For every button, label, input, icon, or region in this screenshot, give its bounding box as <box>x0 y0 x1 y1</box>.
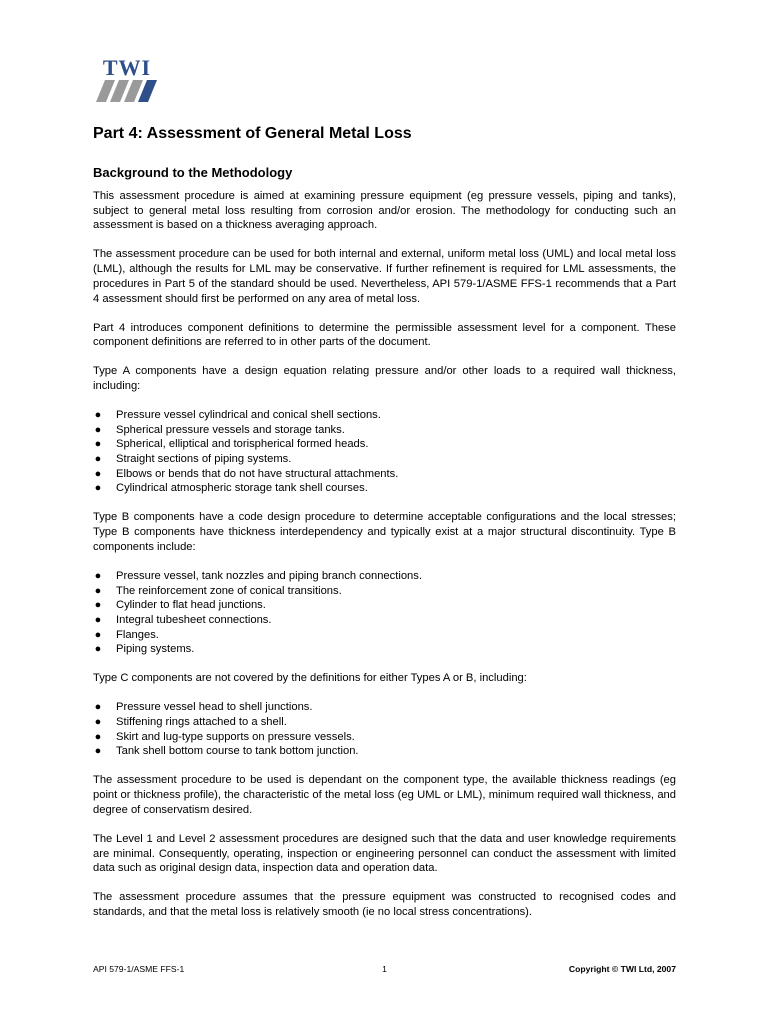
list-item: ● Spherical pressure vessels and storage tanks. <box>94 423 345 436</box>
list-item: ● Pressure vessel cylindrical and conical shell sections. <box>94 408 381 421</box>
logo-stripes-icon <box>96 80 158 104</box>
bullet-icon: ● <box>94 584 102 597</box>
page-title: Part 4: Assessment of General Metal Loss <box>93 125 412 142</box>
document-body <box>93 189 676 934</box>
paragraph-procedure-selection: The assessment procedure to be used is dependant on the component type, the available thickness readings (eg point or thickness profile), the characteristic of the metal loss (eg UML or LML), minimum required wall thickness, and degree of conservatism desired. <box>93 774 676 816</box>
twi-logo <box>96 57 158 105</box>
list-item: ● Tank shell bottom course to tank bottom junction. <box>94 745 359 758</box>
bullet-icon: ● <box>94 467 102 480</box>
bullet-icon: ● <box>94 730 102 743</box>
bullet-icon: ● <box>94 408 102 421</box>
page-footer <box>93 962 676 976</box>
list-item: ● Integral tubesheet connections. <box>94 613 272 626</box>
type-b-list <box>93 569 676 657</box>
list-item: ● Flanges. <box>94 628 159 641</box>
list-item: ● Piping systems. <box>94 643 195 656</box>
bullet-icon: ● <box>94 453 102 466</box>
type-c-list <box>93 700 676 759</box>
bullet-icon: ● <box>94 423 102 436</box>
list-item: ● Stiffening rings attached to a shell. <box>94 716 287 729</box>
paragraph-assumptions: The assessment procedure assumes that the pressure equipment was constructed to recognised codes and standards, and that the metal loss is relatively smooth (ie no local stress concentrations). <box>93 891 676 918</box>
footer-copyright: Copyright © TWI Ltd, 2007 <box>568 964 676 974</box>
bullet-icon: ● <box>94 599 102 612</box>
bullet-icon: ● <box>94 613 102 626</box>
footer-standard-reference: API 579-1/ASME FFS-1 <box>93 964 185 974</box>
paragraph-scope: The assessment procedure can be used for both internal and external, uniform metal loss (UML) and local metal loss (LML), although the results for LML may be conservative. If further refinement is required for LML assessments, the procedures in Part 5 of the standard should be used. Nevertheless, API 579-1/ASME FFS-1 recommends that a Part 4 assessment should first be performed on any area of metal loss. <box>93 248 676 305</box>
list-item: ● Cylindrical atmospheric storage tank shell courses. <box>94 482 368 495</box>
list-item: ● The reinforcement zone of conical transitions. <box>94 584 342 597</box>
paragraph-component-definitions: Part 4 introduces component definitions to determine the permissible assessment level for a component. These component definitions are referred to in other parts of the document. <box>93 321 676 349</box>
bullet-icon: ● <box>94 438 102 451</box>
list-item: ● Pressure vessel, tank nozzles and piping branch connections. <box>94 569 422 582</box>
type-a-list <box>93 408 676 496</box>
section-heading: Background to the Methodology <box>93 165 293 180</box>
page-number: 1 <box>382 964 387 974</box>
type-c-intro: Type C components are not covered by the definitions for either Types A or B, including: <box>93 672 527 685</box>
logo-wordmark: TWI <box>102 55 152 80</box>
list-item: ● Straight sections of piping systems. <box>94 453 292 466</box>
bullet-icon: ● <box>94 569 102 582</box>
list-item: ● Cylinder to flat head junctions. <box>94 599 266 612</box>
type-b-intro: Type B components have a code design procedure to determine acceptable configurations and the local stresses; Type B components have thickness interdependency and typically exist at a major structural discontinuity. Type B components include: <box>93 511 676 553</box>
bullet-icon: ● <box>94 628 102 641</box>
paragraph-intro: This assessment procedure is aimed at examining pressure equipment (eg pressure vessels, piping and tanks), subject to general metal loss resulting from corrosion and/or erosion. The methodology for conducting such an assessment is based on a thickness averaging approach. <box>93 190 676 232</box>
bullet-icon: ● <box>94 716 102 729</box>
bullet-icon: ● <box>94 701 102 714</box>
bullet-icon: ● <box>94 482 102 495</box>
bullet-icon: ● <box>94 643 102 656</box>
type-a-intro: Type A components have a design equation relating pressure and/or other loads to a required wall thickness, including: <box>93 365 676 392</box>
paragraph-level-requirements: The Level 1 and Level 2 assessment procedures are designed such that the data and user knowledge requirements are minimal. Consequently, operating, inspection or engineering personnel can conduct the assessment with limited data such as original design data, inspection data and operation data. <box>93 832 676 875</box>
list-item: ● Spherical, elliptical and torispherical formed heads. <box>94 438 369 451</box>
list-item: ● Skirt and lug-type supports on pressure vessels. <box>94 730 355 743</box>
list-item: ● Pressure vessel head to shell junctions. <box>94 701 313 714</box>
list-item: ● Elbows or bends that do not have structural attachments. <box>94 467 399 480</box>
bullet-icon: ● <box>94 745 102 758</box>
